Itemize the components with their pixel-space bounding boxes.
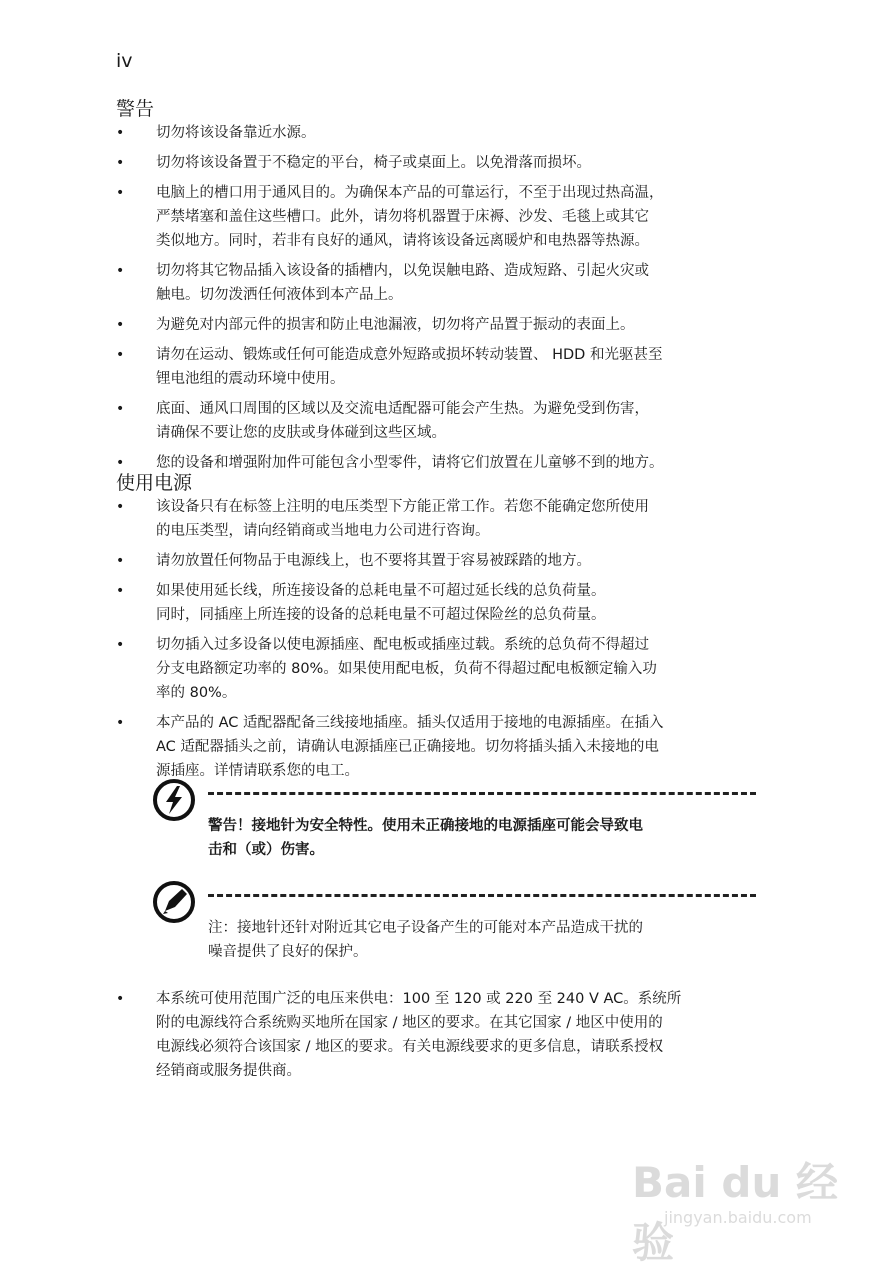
list-item <box>116 495 766 543</box>
list-item-text: 切勿将该设备靠近水源。 <box>156 125 316 141</box>
list-item-text: 切勿插入过多设备以使电源插座、配电板或插座过载。系统的总负荷不得超过 <box>156 637 649 653</box>
list-item-text: 严禁堵塞和盖住这些槽口。此外，请勿将机器置于床褥、沙发、毛毯上或其它 <box>156 209 649 225</box>
list-item-text: 同时，同插座上所连接的设备的总耗电量不可超过保险丝的总负荷量。 <box>156 607 606 623</box>
list-item-text: 锂电池组的震动环境中使用。 <box>156 371 345 387</box>
bullet-dot: • <box>116 637 125 653</box>
list-item-text: 您的设备和增强附加件可能包含小型零件，请将它们放置在儿童够不到的地方。 <box>156 455 664 471</box>
list-item-text: 附的电源线符合系统购买地所在国家 / 地区的要求。在其它国家 / 地区中使用的 <box>156 1015 663 1031</box>
list-item-text: 源插座。详情请联系您的电工。 <box>156 763 359 779</box>
list-item-text: 的电压类型，请向经销商或当地电力公司进行咨询。 <box>156 523 490 539</box>
note-notice <box>152 880 762 970</box>
notice-line: 噪音提供了良好的保护。 <box>208 944 368 960</box>
list-item <box>116 259 766 307</box>
bullet-dot: • <box>116 185 125 201</box>
list-item <box>116 579 766 627</box>
warning-notice-text <box>208 814 643 862</box>
bullet-dot: • <box>116 715 125 731</box>
bullet-dot: • <box>116 401 125 417</box>
bullet-dot: • <box>116 455 125 471</box>
watermark-logo: Bai du 经验 <box>632 1158 838 1267</box>
notice-line: 击和（或）伤害。 <box>208 842 324 858</box>
page-number: iv <box>116 50 133 72</box>
list-item-text: 为避免对内部元件的损害和防止电池漏液，切勿将产品置于振动的表面上。 <box>156 317 635 333</box>
final-list <box>116 987 766 1089</box>
notice-line: 注：接地针还针对附近其它电子设备产生的可能对本产品造成干扰的 <box>208 920 643 936</box>
bullet-dot: • <box>116 155 125 171</box>
list-item-text: 率的 80%。 <box>156 685 237 701</box>
warning-list <box>116 121 766 481</box>
power-heading: 使用电源 <box>116 472 193 494</box>
list-item-text: 电脑上的槽口用于通风目的。为确保本产品的可靠运行，不至于出现过热高温， <box>156 185 664 201</box>
watermark-url: jingyan.baidu.com <box>664 1208 812 1227</box>
bullet-dot: • <box>116 583 125 599</box>
list-item-text: 本产品的 AC 适配器配备三线接地插座。插头仅适用于接地的电源插座。在插入 <box>156 715 664 731</box>
list-item-text: 类似地方。同时，若非有良好的通风，请将该设备远离暖炉和电热器等热源。 <box>156 233 649 249</box>
list-item-text: 本系统可使用范围广泛的电压来供电：100 至 120 或 220 至 240 V AC。系统所 <box>156 991 682 1007</box>
bullet-dot: • <box>116 317 125 333</box>
bullet-dot: • <box>116 553 125 569</box>
bullet-dot: • <box>116 263 125 279</box>
power-list <box>116 495 766 789</box>
notice-line: 警告！接地针为安全特性。使用未正确接地的电源插座可能会导致电 <box>208 818 643 834</box>
list-item <box>116 987 766 1083</box>
warning-heading: 警告 <box>116 98 155 120</box>
note-pen-icon <box>152 880 196 924</box>
list-item <box>116 181 766 253</box>
bullet-dot: • <box>116 125 125 141</box>
electric-shock-warning-icon <box>152 778 196 822</box>
list-item-text: 切勿将其它物品插入该设备的插槽内，以免误触电路、造成短路、引起火灾或 <box>156 263 649 279</box>
list-item <box>116 633 766 705</box>
list-item <box>116 151 766 175</box>
list-item <box>116 397 766 445</box>
list-item-text: 底面、通风口周围的区域以及交流电适配器可能会产生热。为避免受到伤害， <box>156 401 649 417</box>
list-item <box>116 313 766 337</box>
list-item-text: AC 适配器插头之前，请确认电源插座已正确接地。切勿将插头插入未接地的电 <box>156 739 659 755</box>
list-item-text: 触电。切勿泼洒任何液体到本产品上。 <box>156 287 403 303</box>
bullet-dot: • <box>116 347 125 363</box>
list-item <box>116 121 766 145</box>
list-item <box>116 711 766 783</box>
bullet-dot: • <box>116 499 125 515</box>
list-item-text: 请勿在运动、锻炼或任何可能造成意外短路或损坏转动装置、 HDD 和光驱甚至 <box>156 347 663 363</box>
list-item-text: 分支电路额定功率的 80%。如果使用配电板，负荷不得超过配电板额定输入功 <box>156 661 657 677</box>
list-item-text: 经销商或服务提供商。 <box>156 1063 301 1079</box>
list-item-text: 请勿放置任何物品于电源线上，也不要将其置于容易被踩踏的地方。 <box>156 553 591 569</box>
list-item <box>116 343 766 391</box>
list-item <box>116 549 766 573</box>
warning-notice <box>152 778 762 868</box>
dashed-divider <box>208 894 756 897</box>
list-item-text: 切勿将该设备置于不稳定的平台，椅子或桌面上。以免滑落而损坏。 <box>156 155 591 171</box>
note-notice-text <box>208 916 643 964</box>
list-item-text: 如果使用延长线，所连接设备的总耗电量不可超过延长线的总负荷量。 <box>156 583 606 599</box>
list-item <box>116 451 766 475</box>
dashed-divider <box>208 792 756 795</box>
list-item-text: 电源线必须符合该国家 / 地区的要求。有关电源线要求的更多信息，请联系授权 <box>156 1039 664 1055</box>
baidu-jingyan-watermark <box>632 1150 842 1267</box>
list-item-text: 请确保不要让您的皮肤或身体碰到这些区域。 <box>156 425 446 441</box>
list-item-text: 该设备只有在标签上注明的电压类型下方能正常工作。若您不能确定您所使用 <box>156 499 649 515</box>
bullet-dot: • <box>116 991 125 1007</box>
